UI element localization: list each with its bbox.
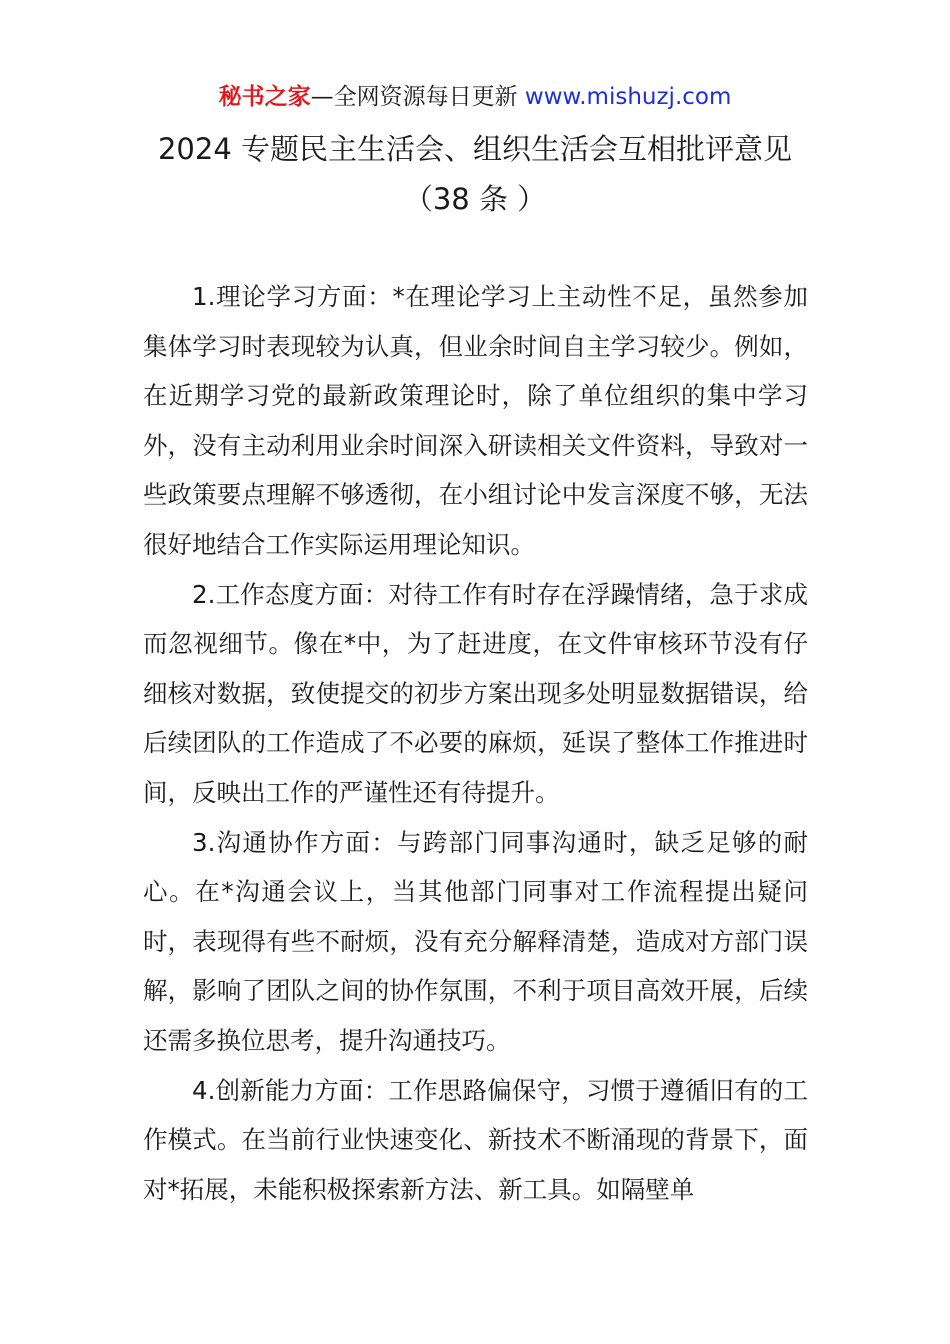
paragraph-innovation: 4.创新能力方面：工作思路偏保守，习惯于遵循旧有的工作模式。在当前行业快速变化、新技术不断涌现的背景下，面对*拓展，未能积极探索新方法、新工具。如隔壁单 [143, 1075, 808, 1204]
paragraph-work-attitude: 2.工作态度方面：对待工作有时存在浮躁情绪，急于求成而忽视细节。像在*中，为了赶进度，在文件审核环节没有仔细核对数据，致使提交的初步方案出现多处明显数据错误，给后续团队的工作造成了不必要的麻烦，延误了整体工作推进时间，反映出工作的严谨性还有待提升。 [143, 579, 808, 807]
site-banner [0, 80, 950, 114]
banner-tagline: —全网资源每日更新 [310, 84, 525, 110]
paragraph-theory-study: 1.理论学习方面：*在理论学习上主动性不足，虽然参加集体学习时表现较为认真，但业余时间自主学习较少。例如，在近期学习党的最新政策理论时，除了单位组织的集中学习外，没有主动利用业余时间深入研读相关文件资料，导致对一些政策要点理解不够透彻，在小组讨论中发言深度不够，无法很好地结合工作实际运用理论知识。 [143, 282, 808, 559]
site-url-link[interactable]: www.mishuzj.com [524, 84, 732, 110]
paragraph-communication: 3.沟通协作方面：与跨部门同事沟通时，缺乏足够的耐心。在*沟通会议上，当其他部门同事对工作流程提出疑问时，表现得有些不耐烦，没有充分解释清楚，造成对方部门误解，影响了团队之间的协作氛围，不利于项目高效开展，后续还需多换位思考，提升沟通技巧。 [143, 827, 808, 1055]
document-body [143, 272, 808, 1214]
brand-name: 秘书之家 [218, 84, 311, 110]
document-title: 2024 专题民主生活会、组织生活会互相批评意见（38 条 ） [157, 132, 793, 216]
